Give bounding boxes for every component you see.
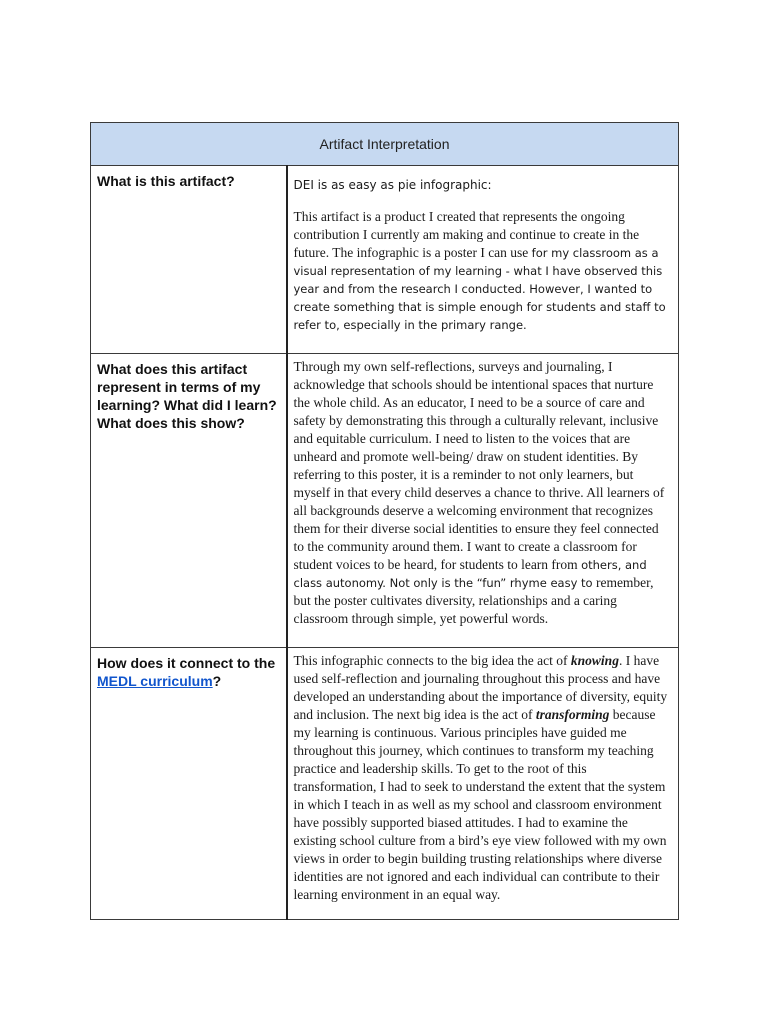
answer-text-end: remember, but the poster cultivates diversity, relationships and a caring classroom through simple, yet powerful words. [293, 575, 654, 626]
answer-text-sans: others, and class autonomy. Not only is the “fun” rhyme easy to [293, 558, 647, 590]
table-header: Artifact Interpretation [91, 123, 679, 166]
answer-text-sans: for my classroom as a visual representation of my learning - what I have observed this year and from the research I conducted. However, I wanted to create something that is simple enough for students and staff to refer to, especially in the primary range. [293, 246, 666, 332]
question-cell [91, 354, 287, 648]
question-what-learned: What does this artifact represent in terms of my learning? What did I learn? What does this show? [97, 361, 277, 431]
question-medl-connection [91, 648, 286, 690]
question-what-is-artifact: What is this artifact? [97, 173, 235, 189]
answer-what-is-artifact [288, 166, 679, 334]
answer-cell [287, 166, 679, 354]
answer-what-learned [288, 354, 679, 628]
artifact-interpretation-table [90, 122, 679, 920]
question-cell [91, 648, 287, 920]
question-prefix: How does it connect to the [97, 655, 276, 671]
question-cell [91, 166, 287, 354]
answer-text: . I have used self-reflection and journaling throughout this process and have developed an understanding about the importance of diversity, equity and inclusion. The next big idea is the act of [293, 653, 668, 722]
answer-text: because my learning is continuous. Various principles have guided me throughout this journey, which continues to transform my teaching practice and leadership skills. To get to the root of this transformation, I had to seek to understand the extent that the system in which I teach in as well as my school and classroom environment have possibly supported biased attitudes. I had to examine the existing school culture from a bird’s eye view followed with my own views in order to begin building trusting relationships where diverse identities are not ignored and each individual can contribute to their learning environment in an equal way. [293, 707, 667, 902]
answer-title: DEI is as easy as pie infographic: [293, 178, 492, 192]
question-suffix: ? [212, 673, 222, 689]
emphasis-transforming: transforming [535, 707, 610, 722]
emphasis-knowing: knowing [570, 653, 619, 668]
medl-curriculum-link[interactable]: MEDL curriculum [97, 673, 213, 689]
answer-cell [287, 648, 679, 920]
answer-cell [287, 354, 679, 648]
answer-text: This infographic connects to the big idea the act of [293, 653, 571, 668]
answer-text: Through my own self-reflections, surveys and journaling, I acknowledge that schools should be intentional spaces that nurture the whole child. As an educator, I need to be a source of care and safety by demonstrating this through a culturally relevant, inclusive and equitable curriculum. I need to listen to the voices that are unheard and promote well-being/ draw on student identities. By referring to this poster, it is a reminder to not only learners, but myself in that every child deserves a chance to thrive. All learners of all backgrounds deserve a welcoming environment that recognizes them for their diverse social identities to ensure they feel connected to the community around them. I want to create a classroom for student voices to be heard, for students to learn from [293, 359, 665, 572]
answer-text: This artifact is a product I created that represents the ongoing contribution I currently am making and continue to create in the future. The infographic is a poster I can use [293, 209, 640, 260]
answer-medl-connection [288, 648, 679, 904]
